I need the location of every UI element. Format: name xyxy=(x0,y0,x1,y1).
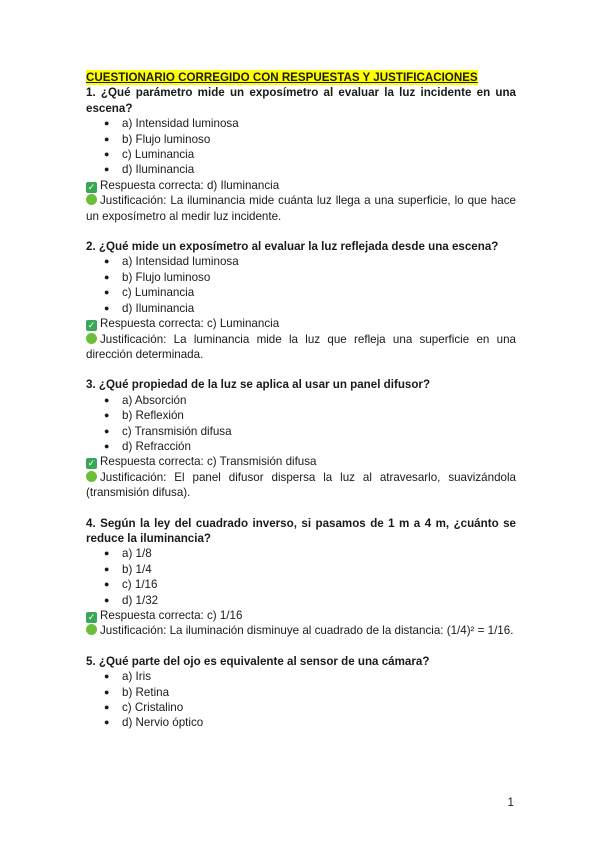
justification-line xyxy=(86,332,516,363)
option-c: ● c) Cristalino xyxy=(86,700,516,715)
options-list xyxy=(86,669,516,731)
green-circle-icon xyxy=(86,471,97,482)
question-block-1 xyxy=(86,85,516,224)
justification-text: Justificación: La iluminación disminuye al cuadrado de la distancia: (1/4)² = 1/16. xyxy=(100,624,514,638)
option-b: ● b) 1/4 xyxy=(86,562,516,577)
question-text: 5. ¿Qué parte del ojo es equivalente al sensor de una cámara? xyxy=(86,654,430,668)
check-mark-icon: ✓ xyxy=(87,320,96,331)
options-list xyxy=(86,254,516,316)
justification-text: Justificación: La luminancia mide la luz que refleja una superficie en una dirección determinada. xyxy=(86,332,516,361)
option-d: ● d) Iluminancia xyxy=(86,162,516,177)
question-text: 2. ¿Qué mide un exposímetro al evaluar la luz reflejada desde una escena? xyxy=(86,240,499,254)
title-highlight: CUESTIONARIO CORREGIDO CON RESPUESTAS Y JUSTIFICACIONES xyxy=(86,71,478,84)
question-block-5 xyxy=(86,654,516,731)
question-block-3 xyxy=(86,377,516,500)
question-block-2 xyxy=(86,239,516,362)
document-title xyxy=(86,70,516,85)
answer-line xyxy=(86,608,516,623)
justification-text: Justificación: La iluminancia mide cuánta luz llega a una superficie, lo que hace un exposímetro al medir luz incidente. xyxy=(86,194,516,223)
option-a: ● a) Intensidad luminosa xyxy=(86,254,516,269)
justification-line xyxy=(86,193,516,224)
option-a: ● a) 1/8 xyxy=(86,546,516,561)
answer-text: Respuesta correcta: d) Iluminancia xyxy=(100,178,280,192)
answer-text: Respuesta correcta: c) Luminancia xyxy=(100,317,280,331)
green-circle-icon xyxy=(86,194,97,205)
option-a: ● a) Absorción xyxy=(86,393,516,408)
check-mark-icon: ✓ xyxy=(87,458,96,469)
green-circle-icon xyxy=(86,624,97,635)
option-a: ● a) Iris xyxy=(86,669,516,684)
question-text: 4. Según la ley del cuadrado inverso, si pasamos de 1 m a 4 m, ¿cuánto se reduce la iluminancia? xyxy=(86,516,516,545)
justification-line xyxy=(86,623,516,638)
options-list xyxy=(86,393,516,455)
answer-line xyxy=(86,178,516,193)
answer-text: Respuesta correcta: c) Transmisión difusa xyxy=(100,455,317,469)
option-b: ● b) Retina xyxy=(86,685,516,700)
question-text: 3. ¿Qué propiedad de la luz se aplica al usar un panel difusor? xyxy=(86,378,431,392)
options-list xyxy=(86,116,516,178)
answer-line xyxy=(86,454,516,469)
option-c: ● c) Luminancia xyxy=(86,147,516,162)
option-b: ● b) Flujo luminoso xyxy=(86,270,516,285)
green-circle-icon xyxy=(86,333,97,344)
answer-line xyxy=(86,316,516,331)
option-b: ● b) Reflexión xyxy=(86,408,516,423)
option-a: ● a) Intensidad luminosa xyxy=(86,116,516,131)
justification-text: Justificación: El panel difusor dispersa la luz al atravesarlo, suavizándola (transmisión difusa). xyxy=(86,470,516,500)
question-text: 1. ¿Qué parámetro mide un exposímetro al evaluar la luz incidente en una escena? xyxy=(86,86,516,115)
document-page xyxy=(86,70,516,746)
check-mark-icon: ✓ xyxy=(87,612,96,622)
options-list xyxy=(86,546,516,608)
option-b: ● b) Flujo luminoso xyxy=(86,132,516,147)
check-mark-icon: ✓ xyxy=(87,181,96,192)
option-d: ● d) Nervio óptico xyxy=(86,715,516,730)
option-d: ● d) Iluminancia xyxy=(86,301,516,316)
page-number: 1 xyxy=(507,796,514,809)
justification-line xyxy=(86,470,516,501)
option-c: ● c) 1/16 xyxy=(86,577,516,592)
question-block-4 xyxy=(86,516,516,639)
option-d: ● d) Refracción xyxy=(86,439,516,454)
option-c: ● c) Luminancia xyxy=(86,285,516,300)
option-c: ● c) Transmisión difusa xyxy=(86,424,516,439)
answer-text: Respuesta correcta: c) 1/16 xyxy=(100,609,243,622)
option-d: ● d) 1/32 xyxy=(86,593,516,608)
